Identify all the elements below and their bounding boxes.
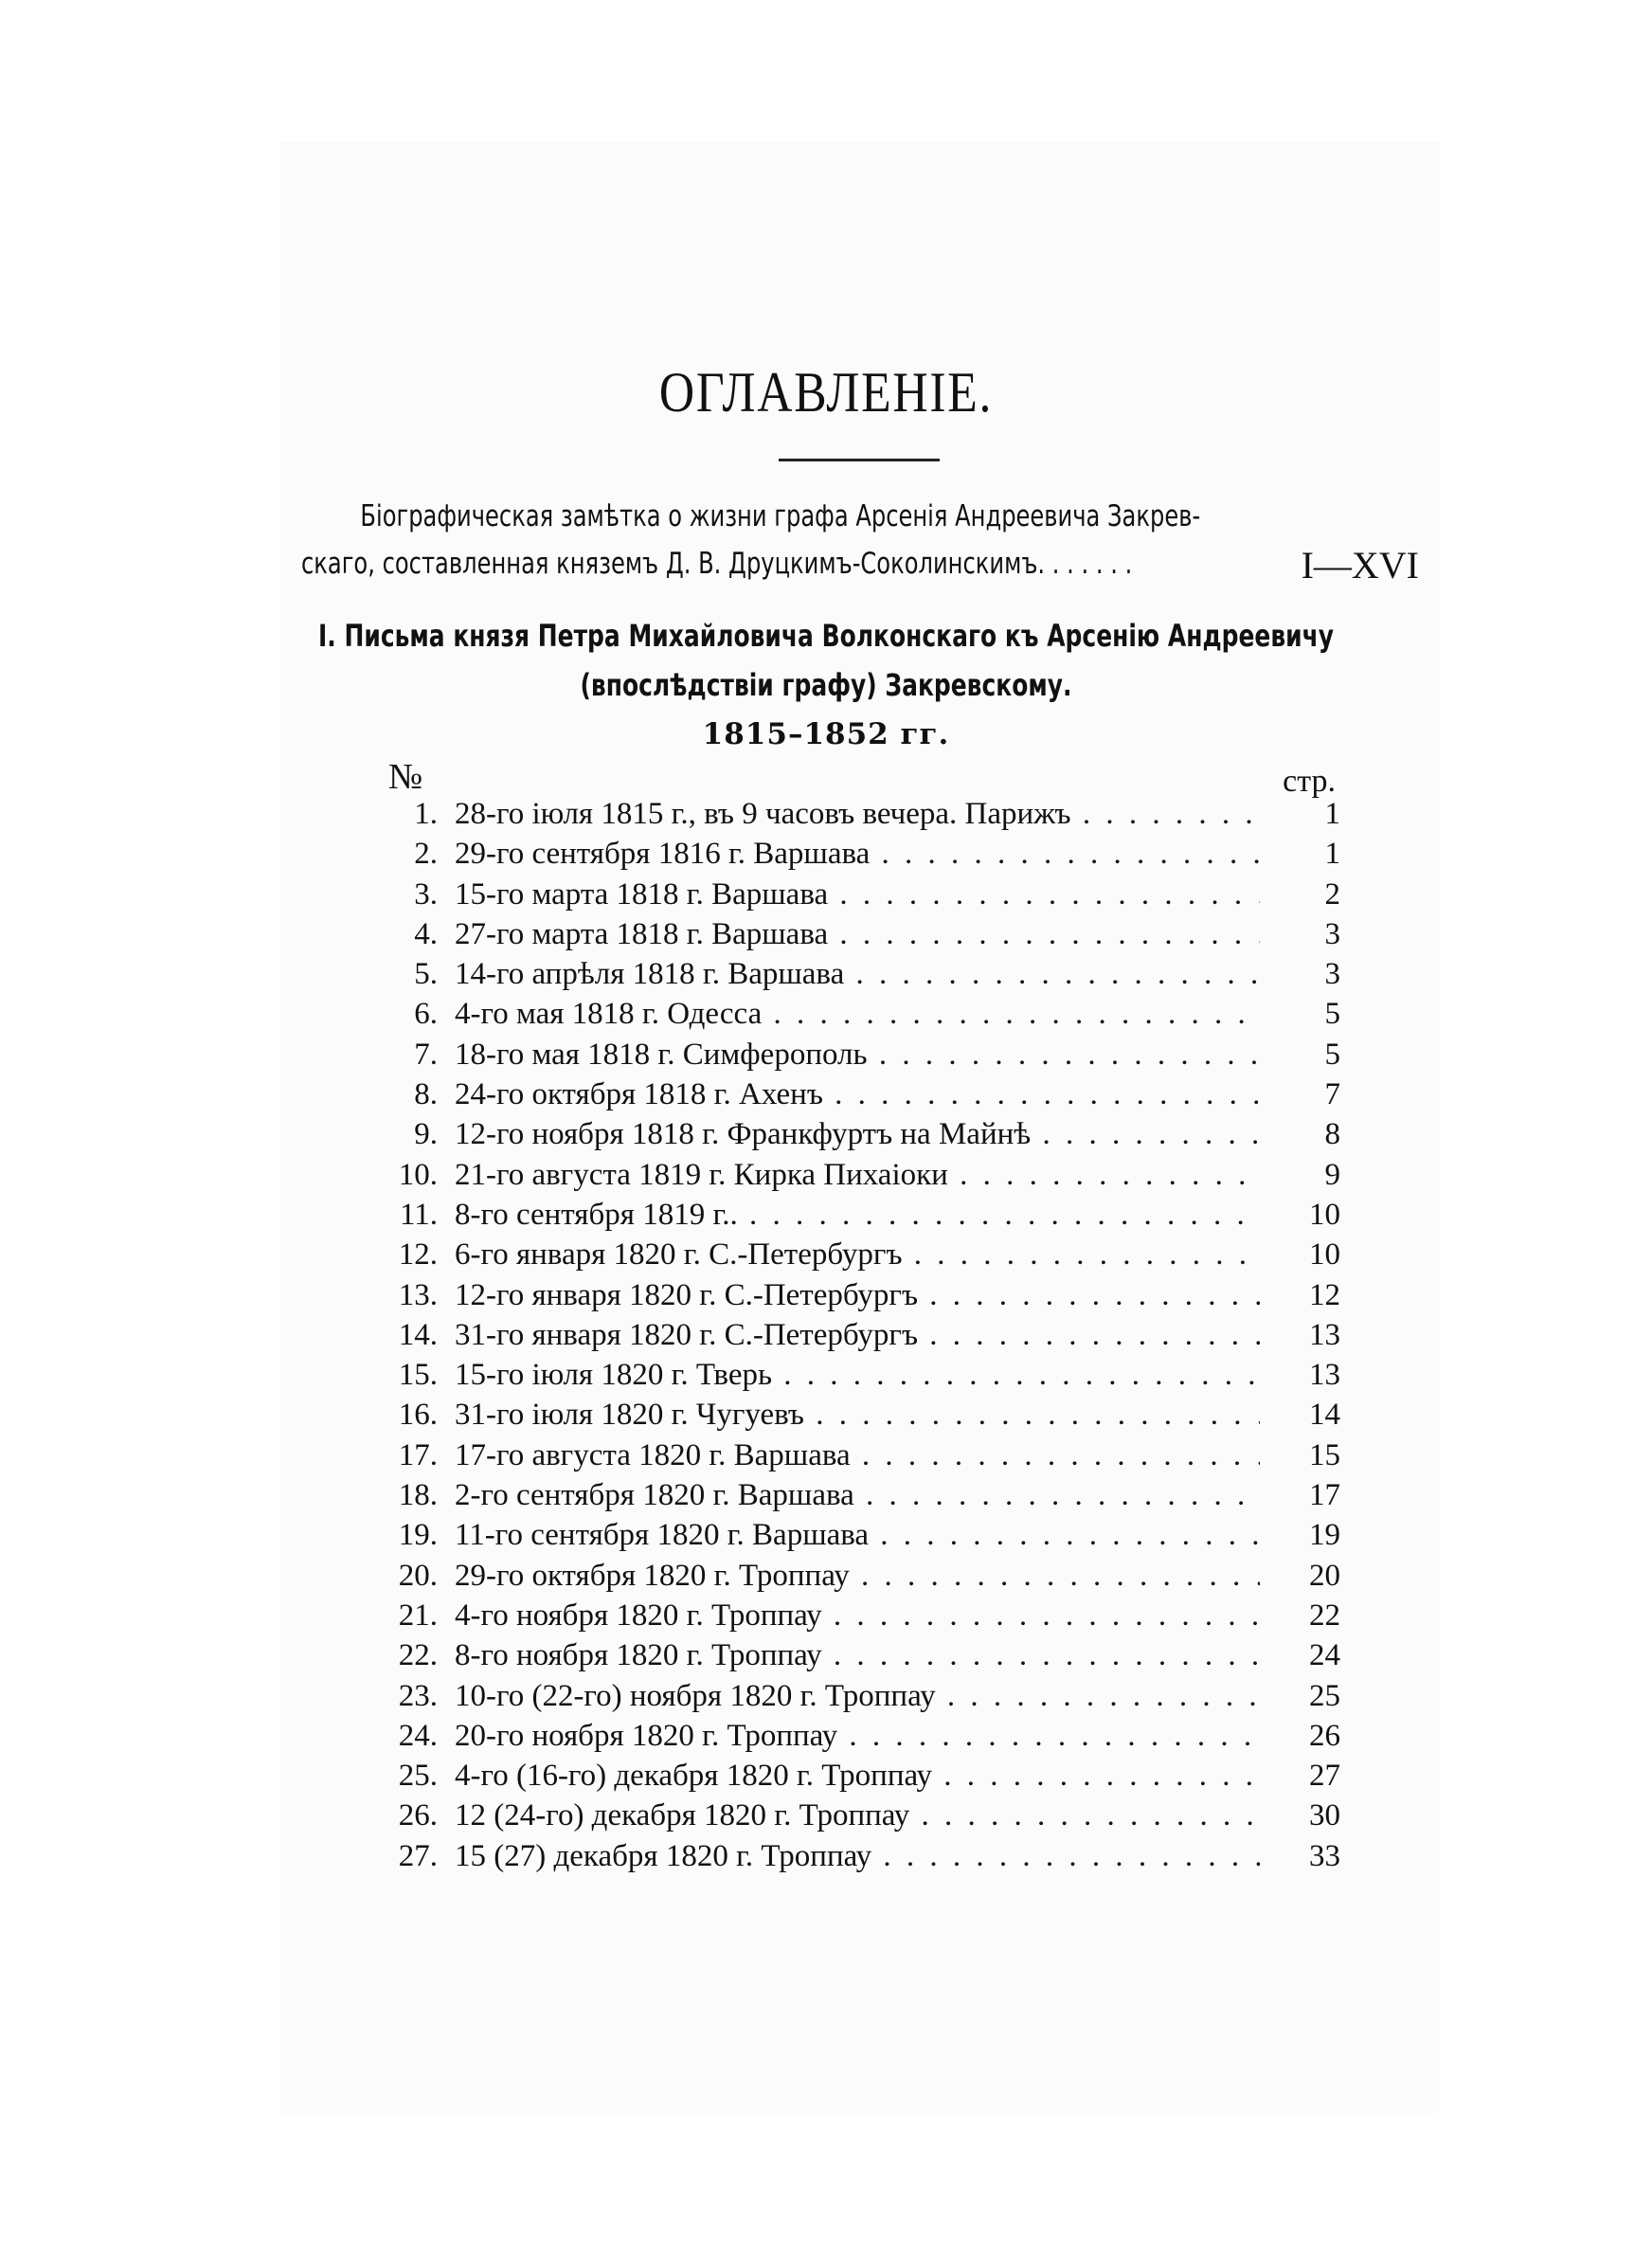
contents-entry	[379, 1635, 1340, 1675]
entry-number: 18.	[398, 1478, 438, 1513]
contents-entry	[379, 1275, 1340, 1315]
contents-entry	[379, 1315, 1340, 1355]
column-headers	[388, 756, 1336, 799]
entry-title: 28-го іюля 1815 г., въ 9 часовъ вечера. Парижъ . . .	[455, 794, 1260, 834]
intro-line-2: скаго, составленная княземъ Д. В. Друцкимъ-Соколинскимъ. . . . . . .	[301, 547, 1133, 581]
entry-number: 2.	[414, 837, 438, 872]
entry-number: 24.	[398, 1718, 438, 1753]
contents-entry	[379, 914, 1340, 954]
entry-title: 15 (27) декабря 1820 г. Троппау . . .	[455, 1836, 1260, 1876]
entry-title: 4-го мая 1818 г. Одесса . . .	[455, 994, 1260, 1034]
entry-page-number: 13	[1309, 1358, 1340, 1393]
contents-entry	[379, 834, 1340, 874]
entry-page-number: 13	[1309, 1317, 1340, 1352]
title-divider	[779, 459, 940, 461]
entry-page-number: 3	[1324, 916, 1340, 951]
entry-number: 3.	[414, 876, 438, 912]
entry-title: 29-го сентября 1816 г. Варшава . . .	[455, 834, 1260, 874]
entry-title: 29-го октября 1820 г. Троппау . . .	[455, 1556, 1260, 1596]
section-heading-line-1: I. Письма князя Петра Михайловича Волконскаго къ Арсенію Андреевичу	[317, 618, 1335, 654]
contents-entry	[379, 1114, 1340, 1154]
contents-list	[379, 794, 1340, 1876]
column-header-number: №	[388, 757, 423, 797]
entry-title: 10-го (22-го) ноября 1820 г. Троппау . . .	[455, 1676, 1260, 1716]
contents-entry	[379, 1836, 1340, 1876]
contents-entry	[379, 1515, 1340, 1555]
contents-entry	[379, 1716, 1340, 1756]
entry-number: 15.	[398, 1358, 438, 1393]
entry-title: 15-го марта 1818 г. Варшава . . .	[455, 875, 1260, 914]
entry-page-number: 7	[1324, 1077, 1340, 1112]
entry-number: 14.	[398, 1317, 438, 1352]
contents-entry	[379, 1596, 1340, 1635]
entry-page-number: 20	[1309, 1558, 1340, 1593]
entry-number: 7.	[414, 1037, 438, 1072]
contents-entry	[379, 1475, 1340, 1515]
entry-title: 11-го сентября 1820 г. Варшава . . .	[455, 1515, 1260, 1555]
entry-page-number: 26	[1309, 1718, 1340, 1753]
contents-entry	[379, 1155, 1340, 1195]
entry-page-number: 14	[1309, 1398, 1340, 1433]
entry-page-number: 27	[1309, 1759, 1340, 1794]
entry-page-number: 19	[1309, 1518, 1340, 1553]
entry-title: 4-го (16-го) декабря 1820 г. Троппау . . .	[455, 1756, 1260, 1796]
entry-title: 12-го января 1820 г. С.-Петербургъ . . .	[455, 1275, 1260, 1315]
entry-page-number: 30	[1309, 1798, 1340, 1833]
entry-number: 25.	[398, 1759, 438, 1794]
contents-entry	[379, 1756, 1340, 1796]
entry-number: 6.	[414, 997, 438, 1032]
entry-title: 14-го апрѣля 1818 г. Варшава . . .	[455, 954, 1260, 994]
entry-number: 5.	[414, 957, 438, 992]
entry-page-number: 9	[1324, 1157, 1340, 1192]
section-heading-line-2: (впослѣдствіи графу) Закревскому.	[580, 667, 1072, 703]
page-title: ОГЛАВЛЕНІЕ.	[658, 361, 994, 424]
entry-page-number: 3	[1324, 957, 1340, 992]
contents-entry	[379, 1395, 1340, 1435]
entry-title: 2-го сентября 1820 г. Варшава . . .	[455, 1475, 1260, 1515]
entry-title: 31-го января 1820 г. С.-Петербургъ . . .	[455, 1315, 1260, 1355]
entry-page-number: 24	[1309, 1638, 1340, 1673]
entry-number: 23.	[398, 1678, 438, 1713]
contents-entry	[379, 1235, 1340, 1274]
entry-page-number: 33	[1309, 1838, 1340, 1873]
entry-page-number: 5	[1324, 1037, 1340, 1072]
entry-page-number: 15	[1309, 1437, 1340, 1472]
entry-page-number: 22	[1309, 1598, 1340, 1633]
entry-title: 31-го іюля 1820 г. Чугуевъ . . .	[455, 1395, 1260, 1435]
entry-page-number: 1	[1324, 797, 1340, 831]
entry-page-number: 2	[1324, 876, 1340, 912]
contents-entry	[379, 1556, 1340, 1596]
entry-number: 9.	[414, 1117, 438, 1152]
entry-number: 17.	[398, 1437, 438, 1472]
entry-page-number: 8	[1324, 1117, 1340, 1152]
contents-entry	[379, 1074, 1340, 1114]
entry-title: 20-го ноября 1820 г. Троппау . . .	[455, 1716, 1260, 1756]
entry-title: 24-го октября 1818 г. Ахенъ . . .	[455, 1074, 1260, 1114]
entry-page-number: 10	[1309, 1237, 1340, 1273]
contents-entry	[379, 875, 1340, 914]
entry-number: 4.	[414, 916, 438, 951]
contents-entry	[379, 1676, 1340, 1716]
entry-number: 13.	[398, 1277, 438, 1312]
entry-number: 11.	[399, 1197, 438, 1232]
entry-number: 1.	[414, 797, 438, 831]
entry-number: 16.	[398, 1398, 438, 1433]
column-header-page: стр.	[1283, 764, 1336, 799]
entry-page-number: 1	[1324, 837, 1340, 872]
entry-page-number: 17	[1309, 1478, 1340, 1513]
entry-title: 21-го августа 1819 г. Кирка Пихаіоки . . .	[455, 1155, 1260, 1195]
section-years: 1815–1852 гг.	[702, 717, 950, 751]
entry-number: 8.	[414, 1077, 438, 1112]
intro-page-range: I—XVI	[1301, 544, 1419, 587]
entry-number: 21.	[398, 1598, 438, 1633]
entry-number: 12.	[398, 1237, 438, 1273]
entry-page-number: 12	[1309, 1277, 1340, 1312]
intro-entry	[301, 493, 1419, 587]
entry-title: 12-го ноября 1818 г. Франкфуртъ на Майнѣ . . .	[455, 1114, 1260, 1154]
contents-entry	[379, 1355, 1340, 1395]
entry-title: 4-го ноября 1820 г. Троппау . . .	[455, 1596, 1260, 1635]
entry-page-number: 5	[1324, 997, 1340, 1032]
entry-title: 12 (24-го) декабря 1820 г. Троппау . . .	[455, 1796, 1260, 1835]
intro-line-1: Біографическая замѣтка о жизни графа Арсенія Андреевича Закрев-	[360, 499, 1201, 533]
contents-entry	[379, 1435, 1340, 1475]
entry-number: 27.	[398, 1838, 438, 1873]
entry-page-number: 25	[1309, 1678, 1340, 1713]
entry-title: 6-го января 1820 г. С.-Петербургъ . . .	[455, 1235, 1260, 1274]
entry-title: 8-го ноября 1820 г. Троппау . . .	[455, 1635, 1260, 1675]
entry-title: 8-го сентября 1819 г.. . . .	[455, 1195, 1260, 1235]
entry-number: 26.	[398, 1798, 438, 1833]
entry-number: 22.	[398, 1638, 438, 1673]
entry-title: 27-го марта 1818 г. Варшава . . .	[455, 914, 1260, 954]
entry-title: 17-го августа 1820 г. Варшава . . .	[455, 1435, 1260, 1475]
entry-title: 15-го іюля 1820 г. Тверь . . .	[455, 1355, 1260, 1395]
contents-entry	[379, 954, 1340, 994]
contents-entry	[379, 1035, 1340, 1074]
entry-page-number: 10	[1309, 1197, 1340, 1232]
entry-title: 18-го мая 1818 г. Симферополь . . .	[455, 1035, 1260, 1074]
entry-number: 19.	[398, 1518, 438, 1553]
section-heading	[0, 611, 1652, 710]
contents-entry	[379, 1195, 1340, 1235]
contents-entry	[379, 794, 1340, 834]
contents-entry	[379, 1796, 1340, 1835]
entry-number: 10.	[398, 1157, 438, 1192]
entry-number: 20.	[398, 1558, 438, 1593]
contents-entry	[379, 994, 1340, 1034]
